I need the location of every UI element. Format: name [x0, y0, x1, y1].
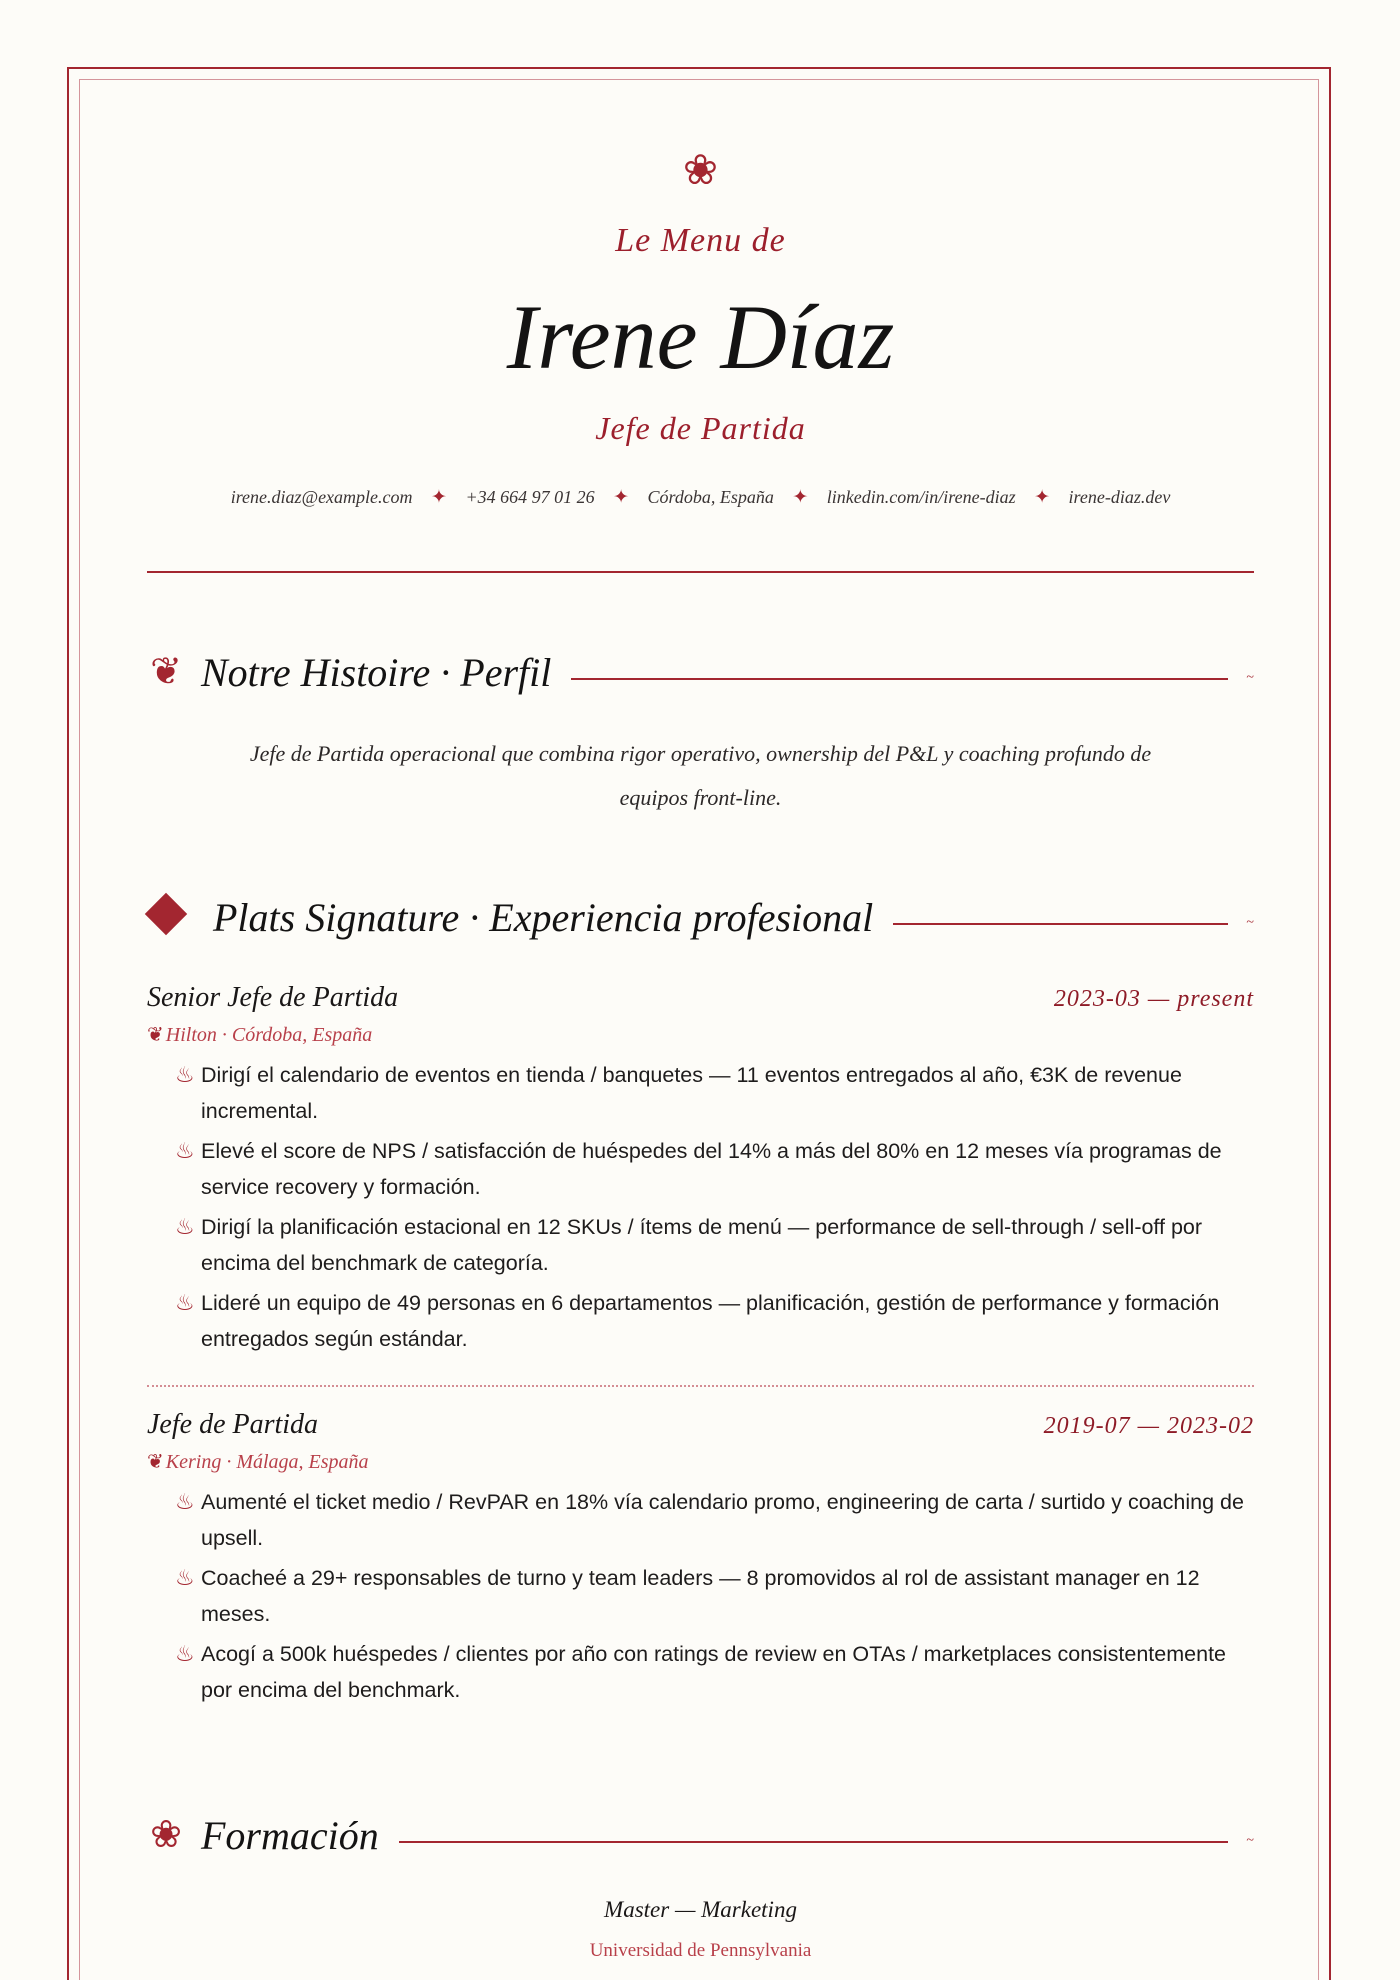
- bullet-text: Dirigí la planificación estacional en 12 SKUs / ítems de menú — performance de sell-through / sell-off por encima del benchmark de categoría.: [201, 1215, 1203, 1275]
- education-school: Universidad de Pennsylvania: [589, 1940, 812, 1961]
- list-item: [175, 1133, 1254, 1205]
- job-bullets: [147, 1484, 1254, 1708]
- diamond-icon: [147, 898, 185, 936]
- section-heading-experience: [147, 887, 1254, 947]
- list-item: [175, 1560, 1254, 1632]
- heart-ornament-icon: ❦: [147, 1024, 164, 1046]
- hot-springs-icon: ♨: [175, 1641, 195, 1666]
- profile-summary: Jefe de Partida operacional que combina rigor operativo, ownership del P&L y coaching profundo de equipos front-line.: [249, 741, 1152, 810]
- list-item: [175, 1057, 1254, 1129]
- section-title-experience: Plats Signature · Experiencia profesional: [213, 894, 874, 940]
- list-item: [175, 1209, 1254, 1281]
- heart-ornament-icon: ❦: [147, 1451, 164, 1473]
- section-rule: [893, 923, 1228, 925]
- job-entry: [147, 1409, 1254, 1712]
- list-item: [175, 1484, 1254, 1556]
- hot-springs-icon: ♨: [175, 1062, 195, 1087]
- job-dates: 2019-07 — 2023-02: [1043, 1413, 1254, 1439]
- tilde-ornament-icon: ~: [1246, 1833, 1254, 1848]
- bullet-text: Acogí a 500k huéspedes / clientes por año con ratings de review en OTAs / marketplaces consistentemente por encima del benchmark.: [201, 1642, 1226, 1702]
- job-bullets: [147, 1057, 1254, 1357]
- job-company-label: Hilton · Córdoba, España: [165, 1024, 373, 1046]
- section-title-education: Formación: [201, 1812, 379, 1858]
- hot-springs-icon: ♨: [175, 1489, 195, 1514]
- bullet-text: Coacheé a 29+ responsables de turno y team leaders — 8 promovidos al rol de assistant manager en 12 meses.: [201, 1566, 1200, 1626]
- hot-springs-icon: ♨: [175, 1565, 195, 1590]
- tilde-ornament-icon: ~: [1246, 915, 1254, 930]
- section-title-profile: Notre Histoire · Perfil: [201, 649, 552, 695]
- list-item: [175, 1285, 1254, 1357]
- job-company: [147, 1022, 1254, 1047]
- job-header: [147, 982, 1254, 1014]
- job-title: Senior Jefe de Partida: [147, 982, 399, 1013]
- list-item: [175, 1636, 1254, 1708]
- four-point-star-icon: ✦: [613, 487, 630, 508]
- job-company: [147, 1449, 1254, 1474]
- contact-email[interactable]: irene.diaz@example.com: [230, 487, 413, 507]
- hot-springs-icon: ♨: [175, 1214, 195, 1239]
- contact-phone[interactable]: +34 664 97 01 26: [465, 487, 595, 507]
- contact-row: [147, 486, 1254, 509]
- bullet-text: Lideré un equipo de 49 personas en 6 departamentos — planificación, gestión de performance y formación entregados según estándar.: [201, 1291, 1220, 1351]
- contact-linkedin[interactable]: linkedin.com/in/irene-diaz: [826, 487, 1016, 507]
- candidate-name: Irene Díaz: [506, 286, 895, 388]
- section-heading-profile: [147, 642, 1254, 702]
- header-divider: [147, 571, 1254, 573]
- flower-icon: ❀: [682, 148, 719, 194]
- hot-springs-icon: ♨: [175, 1290, 195, 1315]
- bullet-text: Elevé el score de NPS / satisfacción de huéspedes del 14% a más del 80% en 12 meses vía programas de service recovery y formación.: [201, 1139, 1222, 1199]
- contact-location: Córdoba, España: [647, 487, 774, 507]
- job-title: Jefe de Partida: [147, 1409, 319, 1440]
- job-entry: [147, 982, 1254, 1361]
- four-point-star-icon: ✦: [1034, 487, 1051, 508]
- section-rule: [571, 678, 1228, 680]
- bullet-text: Aumenté el ticket medio / RevPAR en 18% vía calendario promo, engineering de carta / surtido y coaching de upsell.: [201, 1490, 1244, 1550]
- tilde-ornament-icon: ~: [1246, 670, 1254, 685]
- job-company-label: Kering · Málaga, España: [165, 1451, 369, 1473]
- job-divider: [147, 1385, 1254, 1387]
- job-dates: 2023-03 — present: [1053, 986, 1254, 1012]
- contact-website[interactable]: irene-diaz.dev: [1068, 487, 1171, 507]
- heart-ornament-icon: ❦: [150, 651, 182, 693]
- four-point-star-icon: ✦: [792, 487, 809, 508]
- job-header: [147, 1409, 1254, 1441]
- hot-springs-icon: ♨: [175, 1138, 195, 1163]
- education-degree: Master — Marketing: [604, 1897, 797, 1922]
- bullet-text: Dirigí el calendario de eventos en tienda / banquetes — 11 eventos entregados al año, €3K de revenue incremental.: [201, 1063, 1182, 1123]
- header-eyebrow: Le Menu de: [615, 222, 786, 259]
- section-heading-education: [147, 1805, 1254, 1865]
- four-point-star-icon: ✦: [431, 487, 447, 508]
- candidate-role: Jefe de Partida: [595, 410, 806, 446]
- section-rule: [399, 1841, 1229, 1843]
- flower-icon: ❀: [150, 1814, 182, 1856]
